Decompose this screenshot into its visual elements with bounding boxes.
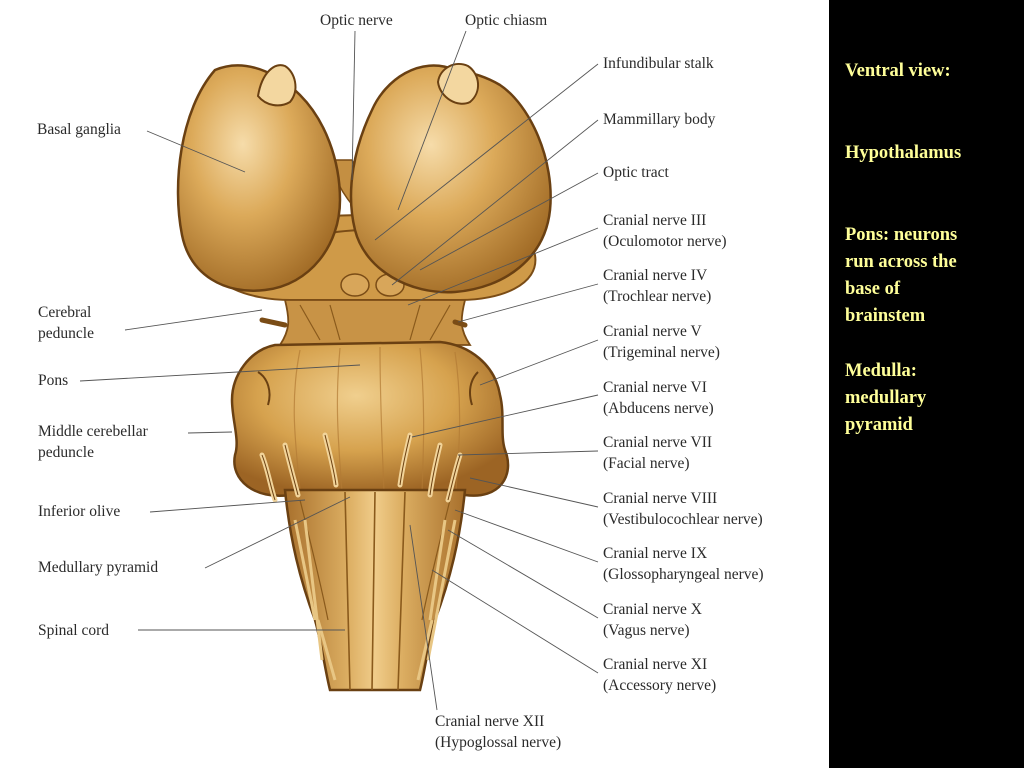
basal-ganglia-left-shape [178, 65, 340, 290]
ventral-view-heading: Ventral view: [845, 61, 951, 81]
label-cranial-nerve-ix: Cranial nerve IX (Glossopharyngeal nerve) [603, 545, 764, 583]
label-cranial-nerve-viii: Cranial nerve VIII (Vestibulocochlear nerve) [603, 490, 763, 528]
label-optic-chiasm: Optic chiasm [465, 12, 548, 29]
label-infundibular-stalk: Infundibular stalk [603, 55, 714, 72]
label-middle-cerebellar-peduncle: Middle cerebellar peduncle [38, 423, 148, 461]
label-cranial-nerve-vii: Cranial nerve VII (Facial nerve) [603, 434, 713, 472]
label-basal-ganglia: Basal ganglia [37, 121, 121, 138]
label-cranial-nerve-xi: Cranial nerve XI (Accessory nerve) [603, 656, 717, 694]
mammillary-body-shape [341, 274, 369, 296]
label-pons: Pons [38, 372, 69, 389]
label-cranial-nerve-v: Cranial nerve V (Trigeminal nerve) [603, 323, 720, 361]
label-spinal-cord: Spinal cord [38, 622, 110, 639]
pons-shape [232, 342, 508, 496]
label-cranial-nerve-x: Cranial nerve X (Vagus nerve) [603, 601, 702, 639]
medulla-note: Medulla: medullary pyramid [845, 361, 927, 435]
cerebral-peduncle-shape [280, 300, 470, 345]
label-optic-tract: Optic tract [603, 164, 669, 181]
label-cranial-nerve-vi: Cranial nerve VI (Abducens nerve) [603, 379, 714, 417]
pons-note: Pons: neurons run across the base of brainstem [845, 225, 958, 326]
label-cerebral-peduncle: Cerebral peduncle [38, 304, 94, 342]
label-optic-nerve: Optic nerve [320, 12, 393, 29]
label-mammillary-body: Mammillary body [603, 111, 716, 128]
label-medullary-pyramid: Medullary pyramid [38, 559, 159, 576]
label-cranial-nerve-xii: Cranial nerve XII (Hypoglossal nerve) [435, 713, 562, 751]
notes-sidebar [829, 0, 1024, 768]
label-inferior-olive: Inferior olive [38, 503, 121, 520]
label-cranial-nerve-iv: Cranial nerve IV (Trochlear nerve) [603, 267, 712, 305]
label-cranial-nerve-iii: Cranial nerve III (Oculomotor nerve) [603, 212, 727, 250]
hypothalamus-note: Hypothalamus [845, 143, 962, 163]
